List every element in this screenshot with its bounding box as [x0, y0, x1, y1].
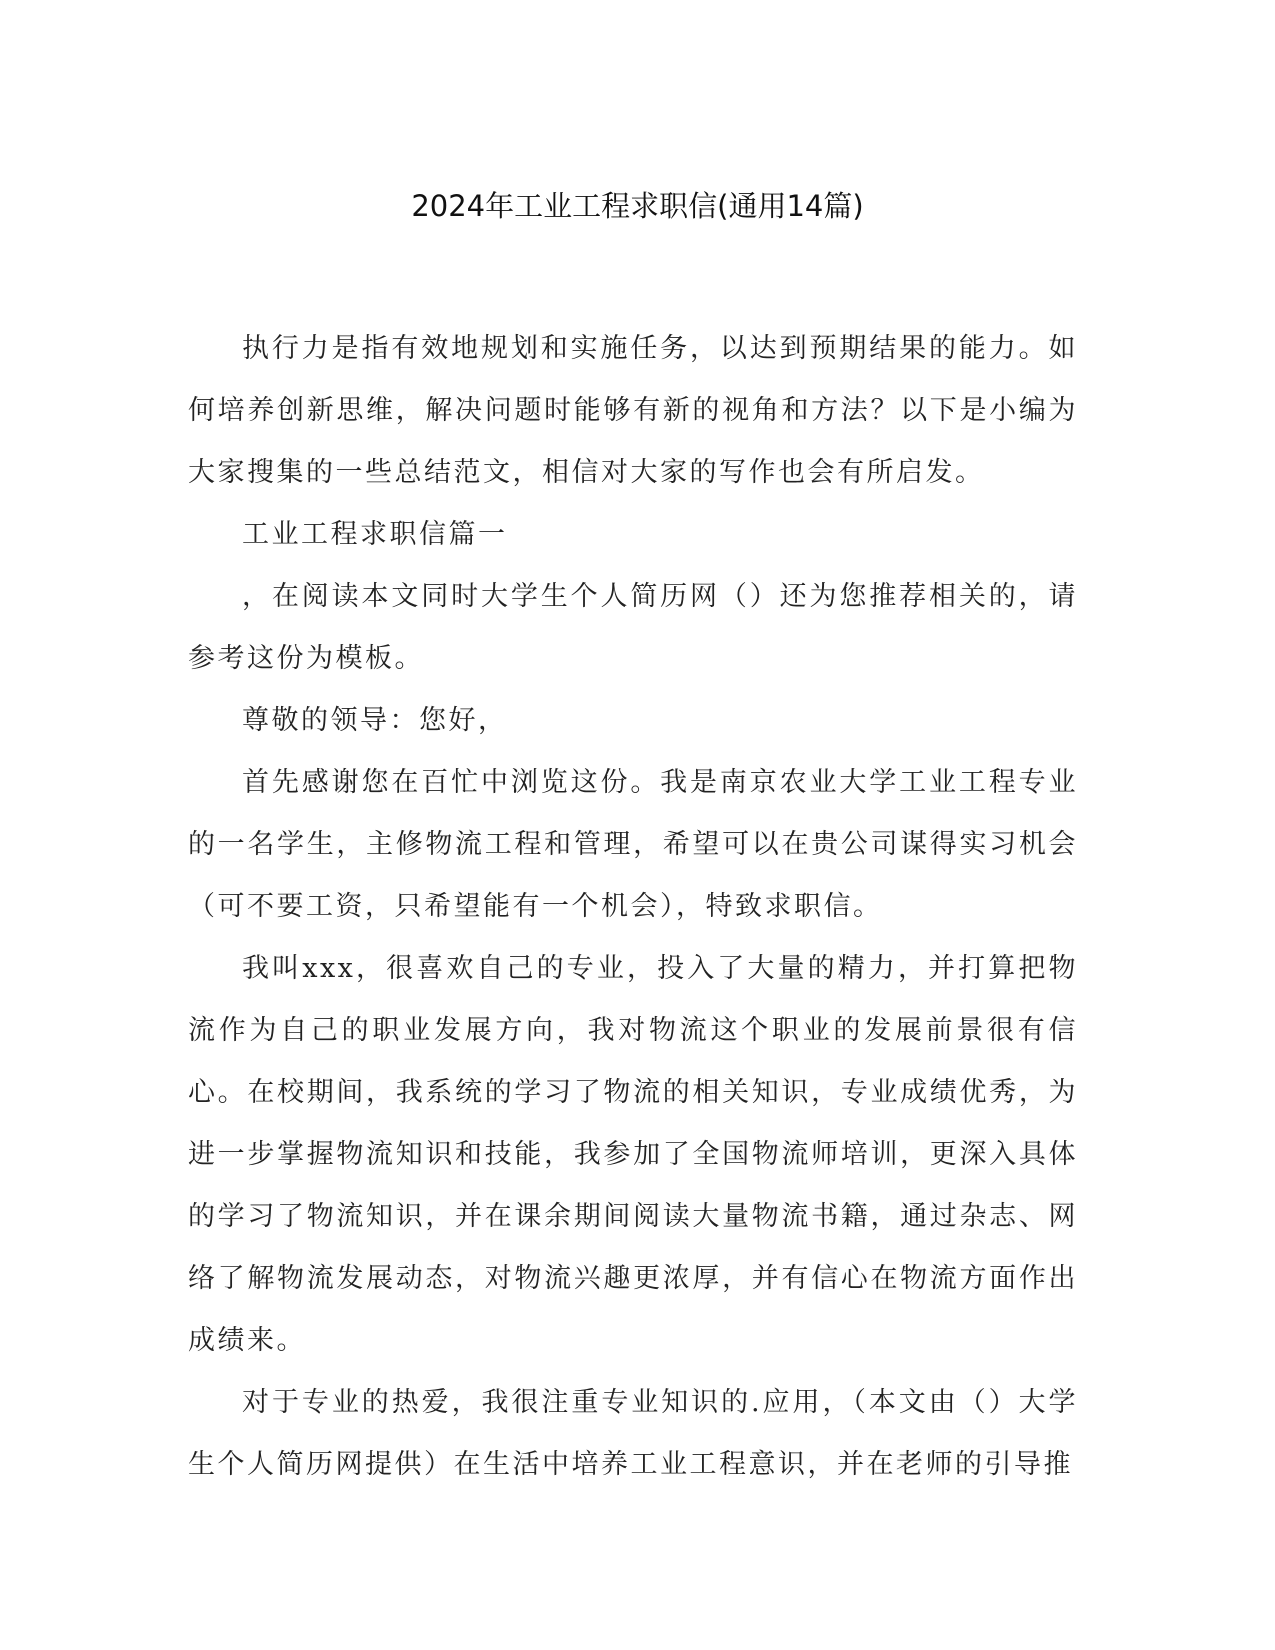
intro-paragraph: 执行力是指有效地规划和实施任务，以达到预期结果的能力。如何培养创新思维，解决问题时能够有新的视角和方法？以下是小编为大家搜集的一些总结范文，相信对大家的写作也会有所启发。: [188, 333, 1078, 488]
body-paragraph: ，在阅读本文同时大学生个人简历网（）还为您推荐相关的，请参考这份为模板。: [188, 581, 1078, 674]
body-paragraph: 首先感谢您在百忙中浏览这份。我是南京农业大学工业工程专业的一名学生，主修物流工程和管理，希望可以在贵公司谋得实习机会（可不要工资，只希望能有一个机会），特致求职信。: [188, 767, 1078, 922]
body-paragraph: 我叫xxx，很喜欢自己的专业，投入了大量的精力，并打算把物流作为自己的职业发展方向，我对物流这个职业的发展前景很有信心。在校期间，我系统的学习了物流的相关知识，专业成绩优秀，为进一步掌握物流知识和技能，我参加了全国物流师培训，更深入具体的学习了物流知识，并在课余期间阅读大量物流书籍，通过杂志、网络了解物流发展动态，对物流兴趣更浓厚，并有信心在物流方面作出成绩来。: [188, 953, 1078, 1356]
body-paragraph: 对于专业的热爱，我很注重专业知识的.应用，（本文由（）大学生个人简历网提供）在生活中培养工业工程意识，并在老师的引导推: [188, 1387, 1078, 1480]
document-body: [188, 318, 1078, 1496]
salutation: 尊敬的领导：您好，: [242, 705, 508, 736]
section-heading: 工业工程求职信篇一: [242, 519, 508, 550]
document-title: 2024年工业工程求职信(通用14篇): [411, 189, 864, 223]
